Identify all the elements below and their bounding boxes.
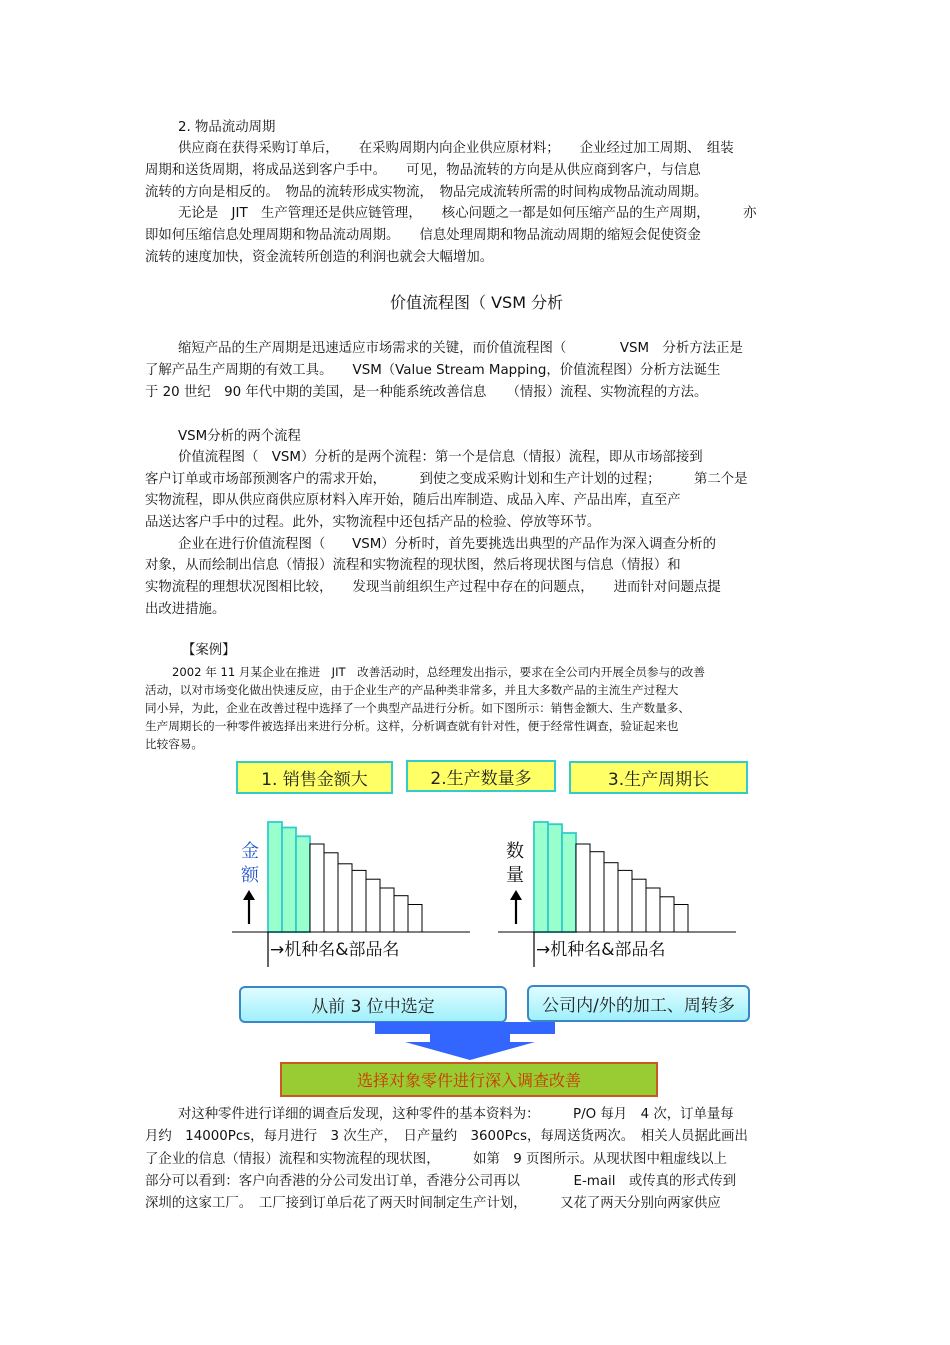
paragraph-line: 流转的速度加快，资金流转所创造的利润也就会大幅增加。 bbox=[145, 250, 494, 265]
paragraph-line: 企业在进行价值流程图（ VSM）分析时，首先要挑选出典型的产品作为深入调查分析的 bbox=[178, 537, 717, 552]
section-heading-flow-cycle: 2. 物品流动周期 bbox=[178, 120, 276, 135]
up-arrow-icon bbox=[243, 890, 255, 900]
chart-bar bbox=[660, 897, 674, 932]
paragraph-line: 月约 14000Pcs，每月进行 3 次生产， 日产量约 3600Pcs，每周送货两次。 相关人员据此画出 bbox=[145, 1129, 748, 1144]
chart-bar bbox=[394, 896, 408, 932]
paragraph-line: 客户订单或市场部预测客户的需求开始， 到使之变成采购计划和生产计划的过程； 第二个是 bbox=[145, 472, 748, 487]
paragraph-line: 无论是 JIT 生产管理还是供应链管理， 核心问题之一都是如何压缩产品的生产周期， 亦 bbox=[178, 206, 757, 221]
chart-bar bbox=[338, 864, 352, 932]
down-arrow-icon bbox=[280, 1022, 660, 1062]
chart-bar bbox=[324, 853, 338, 932]
paragraph-line: 出改进措施。 bbox=[145, 602, 226, 617]
case-line: 生产周期长的一种零件被选择出来进行分析。这样，分析调查就有针对性，便于经常性调查，验证起来也 bbox=[145, 719, 679, 733]
chart-bar bbox=[618, 870, 632, 932]
chart-bar bbox=[646, 888, 660, 932]
right-chart-ylabel-2: 量 bbox=[506, 865, 524, 886]
paragraph-line: 缩短产品的生产周期是迅速适应市场需求的关键，而价值流程图（ VSM 分析方法正是 bbox=[178, 341, 743, 356]
paragraph-line: 实物流程，即从供应商供应原材料入库开始，随后出库制造、成品入库、产品出库，直至产 bbox=[145, 493, 681, 508]
case-line: 2002 年 11 月某企业在推进 JIT 改善活动时，总经理发出指示，要求在全公司内开展全员参与的改善 bbox=[172, 665, 705, 679]
final-selection-box: 选择对象零件进行深入调查改善 bbox=[280, 1062, 658, 1097]
chart-bar bbox=[310, 844, 324, 932]
paragraph-line: 品送达客户手中的过程。此外，实物流程中还包括产品的检验、停放等环节。 bbox=[145, 515, 601, 530]
processing-turnover-box: 公司内/外的加工、周转多 bbox=[527, 985, 750, 1022]
paragraph-line: 了解产品生产周期的有效工具。 VSM（Value Stream Mapping，价值流程图）分析方法诞生 bbox=[145, 363, 721, 378]
paragraph-line: 对这种零件进行详细的调查后发现，这种零件的基本资料为： P/O 每月 4 次，订单量每 bbox=[178, 1107, 734, 1122]
chart-bar bbox=[534, 822, 548, 932]
right-chart-ylabel-1: 数 bbox=[506, 841, 524, 862]
chart-bar bbox=[604, 863, 618, 932]
select-top3-box: 从前 3 位中选定 bbox=[239, 986, 507, 1023]
case-line: 活动，以对市场变化做出快速反应，由于企业生产的产品种类非常多，并且大多数产品的主流生产过程大 bbox=[145, 683, 679, 697]
chart-bar bbox=[268, 822, 282, 932]
chart-bar bbox=[296, 836, 310, 932]
criterion-box-production-cycle: 3.生产周期长 bbox=[569, 761, 748, 794]
chart-bar bbox=[590, 852, 604, 932]
paragraph-line: 于 20 世纪 90 年代中期的美国，是一种能系统改善信息 （情报）流程、实物流程的方法。 bbox=[145, 385, 708, 400]
paragraph-line: 即如何压缩信息处理周期和物品流动周期。 信息处理周期和物品流动周期的缩短会促使资金 bbox=[145, 228, 701, 243]
left-chart-xlabel: →机种名&部品名 bbox=[270, 940, 400, 960]
paragraph-line: 部分可以看到：客户向香港的分公司发出订单，香港分公司再以 E-mail 或传真的形式传到 bbox=[145, 1174, 736, 1189]
chart-bar bbox=[366, 879, 380, 932]
chart-bar bbox=[562, 833, 576, 932]
up-arrow-icon bbox=[510, 890, 522, 900]
chart-bar bbox=[576, 844, 590, 932]
case-heading: 【案例】 bbox=[182, 643, 236, 658]
paragraph-line: 实物流程的理想状况图相比较， 发现当前组织生产过程中存在的问题点， 进而针对问题点提 bbox=[145, 580, 721, 595]
criterion-box-production-quantity: 2.生产数量多 bbox=[406, 760, 556, 792]
right-chart-xlabel: →机种名&部品名 bbox=[536, 940, 666, 960]
paragraph-line: 对象，从而绘制出信息（情报）流程和实物流程的现状图，然后将现状图与信息（情报）和 bbox=[145, 558, 681, 573]
case-line: 同小异，为此，企业在改善过程中选择了一个典型产品进行分析。如下图所示：销售金额大、生产数量多、 bbox=[145, 701, 690, 715]
paragraph-line: 周期和送货周期，将成品送到客户手中。 可见，物品流转的方向是从供应商到客户，与信息 bbox=[145, 163, 701, 178]
paragraph-line: 了企业的信息（情报）流程和实物流程的现状图， 如第 9 页图所示。从现状图中粗虚线以上 bbox=[145, 1152, 727, 1167]
section-title: 价值流程图（ VSM 分析 bbox=[390, 293, 564, 312]
left-chart-ylabel-1: 金 bbox=[241, 841, 259, 862]
case-line: 比较容易。 bbox=[145, 737, 203, 751]
paragraph-line: 供应商在获得采购订单后， 在采购周期内向企业供应原材料； 企业经过加工周期、 组装 bbox=[178, 141, 734, 156]
chart-bar bbox=[352, 870, 366, 932]
chart-bar bbox=[548, 824, 562, 932]
section-heading-two-flows: VSM分析的两个流程 bbox=[178, 429, 301, 444]
chart-bar bbox=[408, 905, 422, 933]
criterion-box-sales-amount: 1. 销售金额大 bbox=[236, 761, 393, 794]
chart-bar bbox=[632, 879, 646, 932]
paragraph-line: 深圳的这家工厂。 工厂接到订单后花了两天时间制定生产计划， 又花了两天分别向两家供应 bbox=[145, 1196, 721, 1211]
paragraph-line: 价值流程图（ VSM）分析的是两个流程：第一个是信息（情报）流程，即从市场部接到 bbox=[178, 450, 703, 465]
chart-bar bbox=[282, 828, 296, 933]
chart-bar bbox=[380, 888, 394, 932]
paragraph-line: 流转的方向是相反的。 物品的流转形成实物流， 物品完成流转所需的时间构成物品流动周期。 bbox=[145, 185, 708, 200]
left-chart-ylabel-2: 额 bbox=[241, 865, 259, 886]
chart-bar bbox=[674, 905, 688, 933]
